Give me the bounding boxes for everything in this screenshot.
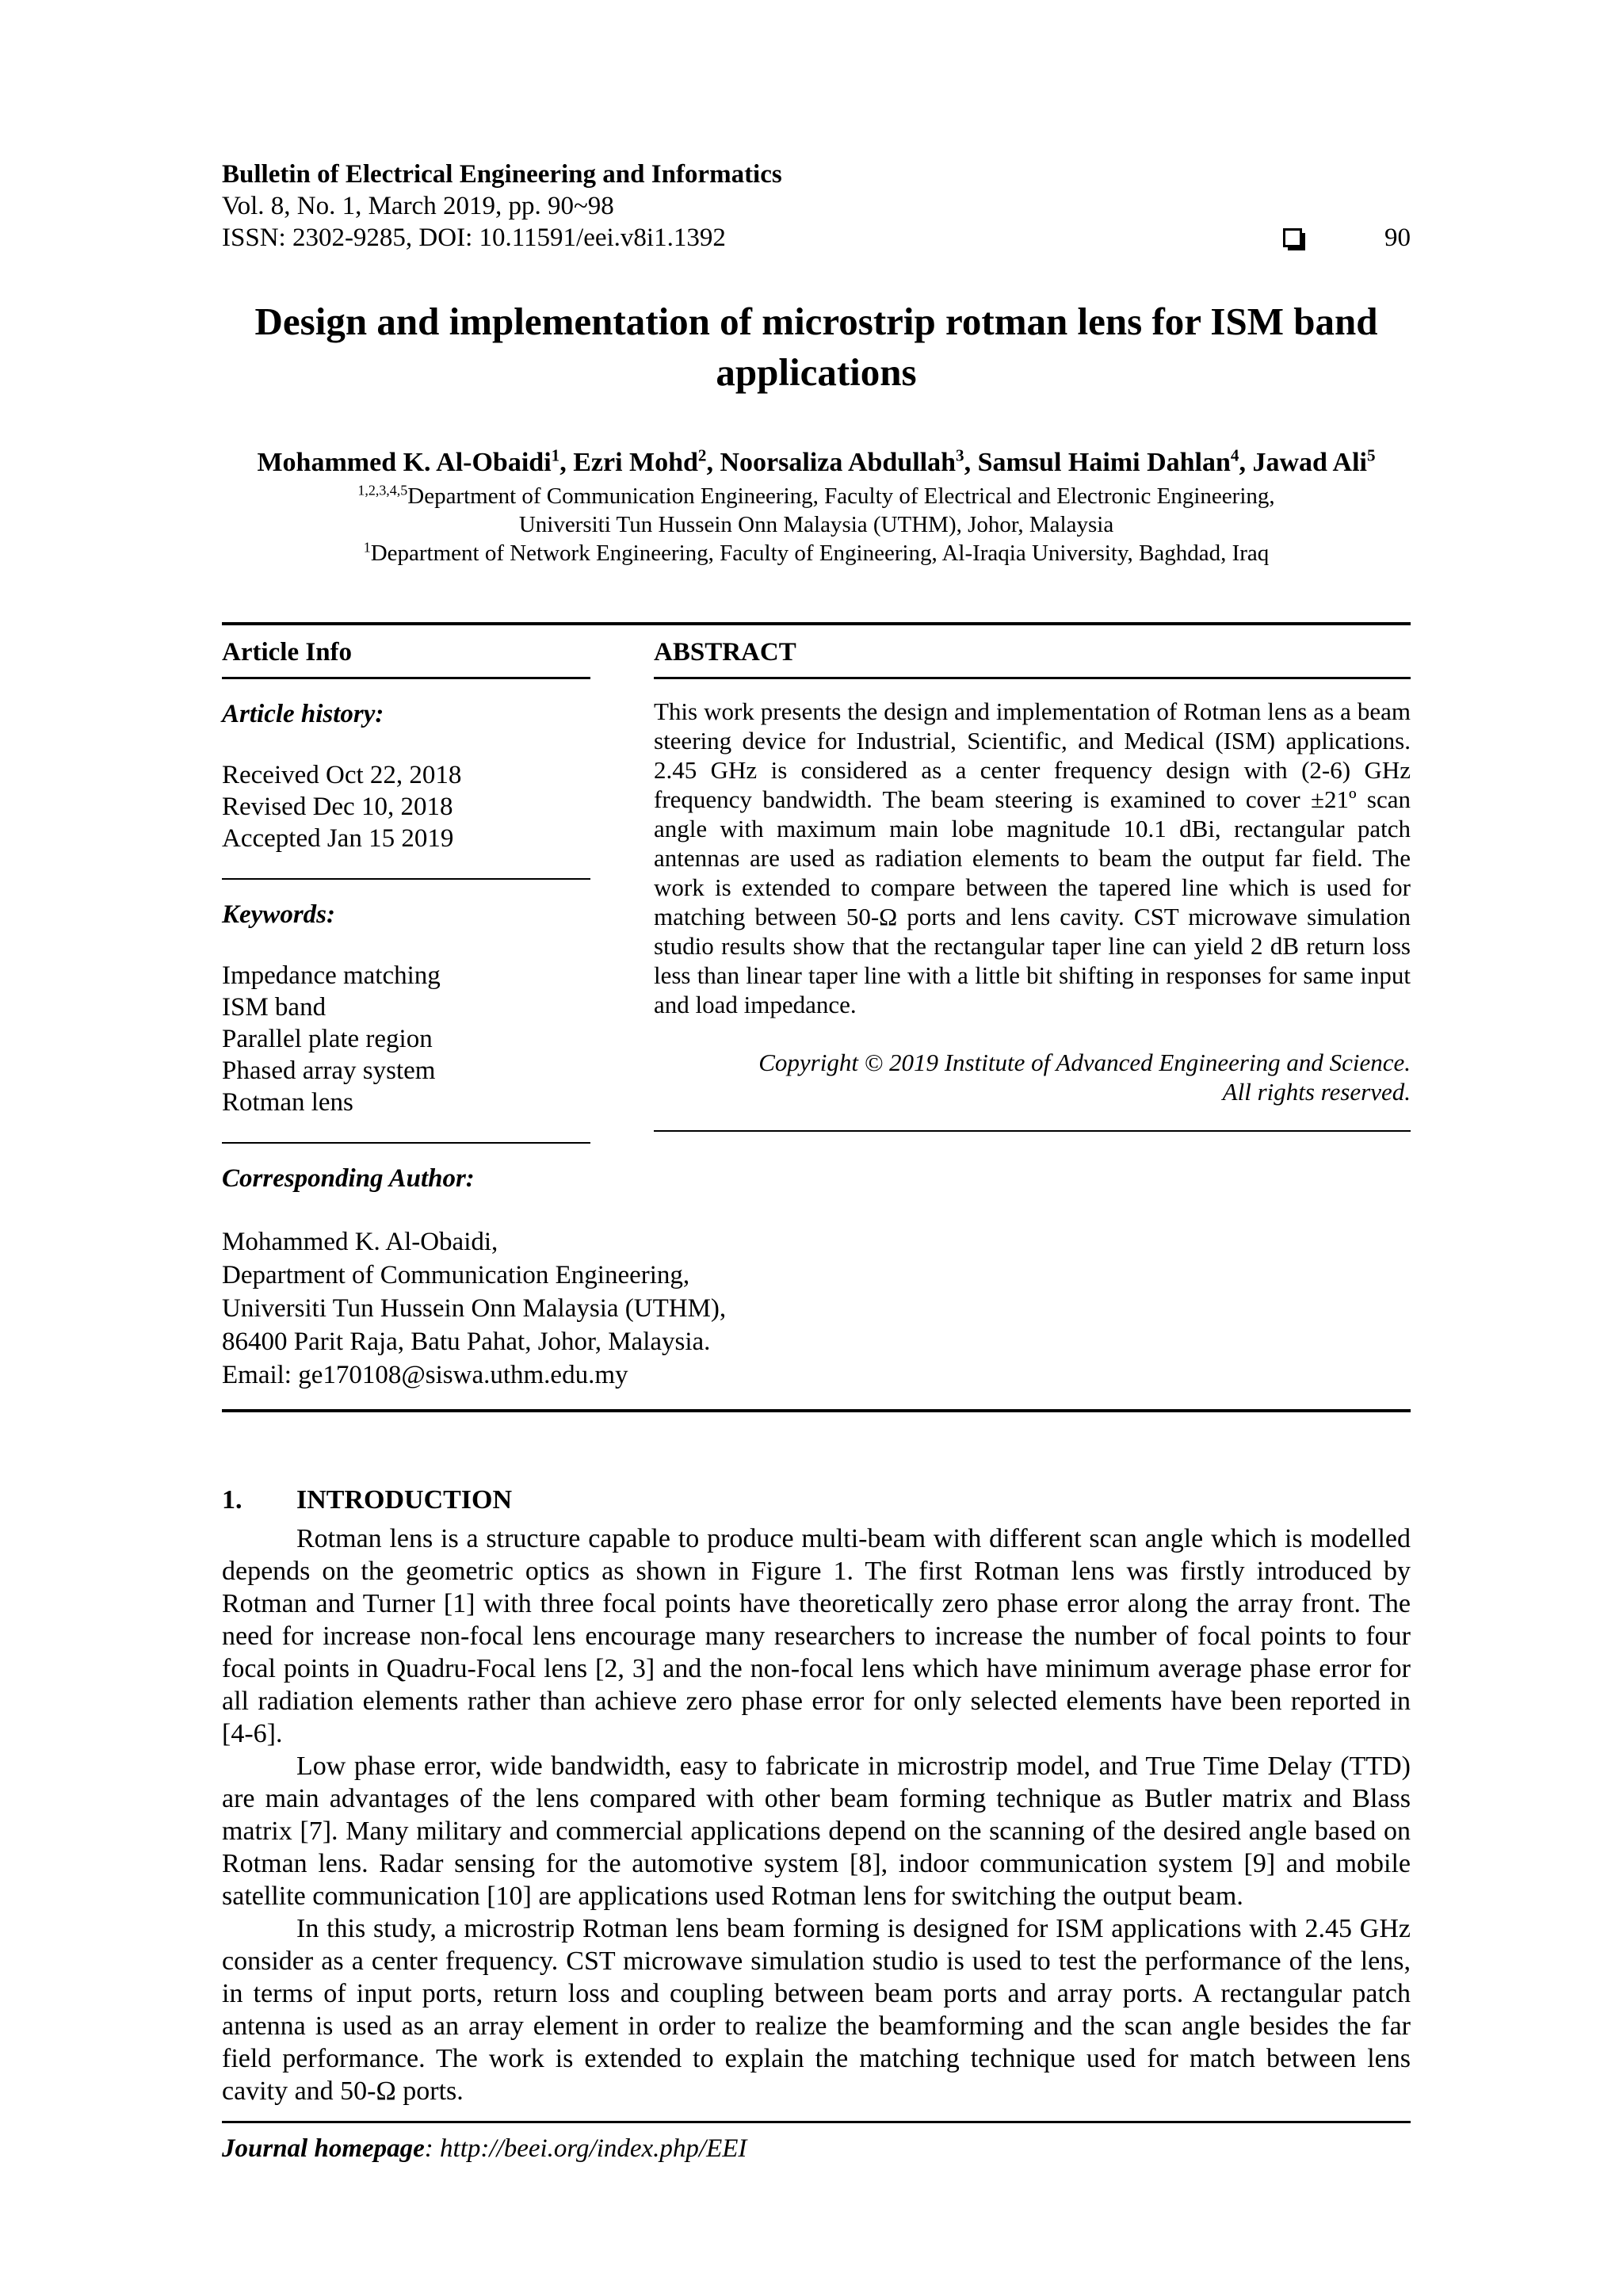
affiliation-line: $^{1,2,3,4,5}$Department of Communication Engineering, Faculty of Electrical and Electronic Engineering, xyxy=(357,482,1275,510)
abstract-heading: ABSTRACT xyxy=(654,638,1411,679)
corresponding-author-line: Mohammed K. Al-Obaidi, xyxy=(222,1228,498,1257)
corresponding-author-line: 86400 Parit Raja, Batu Pahat, Johor, Malaysia. xyxy=(222,1328,711,1357)
keyword-item: Phased array system xyxy=(222,1056,436,1086)
shadowed-square-icon xyxy=(1283,228,1302,247)
author: Mohammed K. Al-Obaidi$^1$, xyxy=(257,446,574,478)
affiliations xyxy=(222,483,1411,568)
corresponding-author-line: Universiti Tun Hussein Onn Malaysia (UTHM), xyxy=(222,1294,727,1324)
affiliation-line: Universiti Tun Hussein Onn Malaysia (UTHM), Johor, Malaysia xyxy=(518,512,1114,538)
author-affil-sup: 4 xyxy=(1230,446,1239,466)
abstract-text: This work presents the design and implementation of Rotman lens as a beam steering device for Industrial, Scientific, and Medical (ISM) applications. 2.45 GHz is considered as a center frequency design with (2-6) GHz frequency bandwidth. The beam steering is examined to cover ±21º scan angle with maximum main lobe magnitude 10.1 dBi, rectangular patch antennas are used as radiation elements to beam the output far field. The work is extended to compare between the tapered line which is used for matching between 50-Ω ports and lens cavity. CST microwave simulation studio results show that the rectangular taper line can yield 2 dB return loss less than linear taper line with a little bit shifting in responses for same input and load impedance. xyxy=(654,697,1411,1019)
author: Noorsaliza Abdullah$^3$, xyxy=(720,446,978,478)
author-affil-sup: 2 xyxy=(697,446,707,466)
affil-sup: 1,2,3,4,5 xyxy=(357,482,408,499)
article-info-heading: Article Info xyxy=(222,638,590,679)
author-affil-sup: 1 xyxy=(551,446,560,466)
section-number: 1. xyxy=(222,1485,242,1515)
history-item: Revised Dec 10, 2018 xyxy=(222,793,453,822)
author: Jawad Ali$^5$ xyxy=(1252,446,1376,478)
history-item: Accepted Jan 15 2019 xyxy=(222,824,454,854)
paragraph: In this study, a microstrip Rotman lens beam forming is designed for ISM applications with 2.45 GHz consider as a center frequency. CST microwave simulation studio is used to test the performance of the lens, in terms of input ports, return loss and coupling between beam ports and array ports. A rectangular patch antenna is used as an array element in order to realize the beamforming and the scan angle besides the far field performance. The work is extended to explain the matching technique used for match between lens cavity and 50-Ω ports. xyxy=(222,1914,1411,2107)
journal-name: Bulletin of Electrical Engineering and Informatics xyxy=(222,160,782,189)
introduction-paragraphs xyxy=(222,1522,1411,2107)
history-item: Received Oct 22, 2018 xyxy=(222,761,462,790)
article-history-label: Article history: xyxy=(222,700,384,729)
copyright-notice: Copyright © 2019 Institute of Advanced Engineering and Science. All rights reserved. xyxy=(758,1049,1411,1106)
volume-info: Vol. 8, No. 1, March 2019, pp. 90~98 xyxy=(222,192,614,220)
issn-doi: ISSN: 2302-9285, DOI: 10.11591/eei.v8i1.1392 xyxy=(222,223,726,252)
divider-rule xyxy=(222,1142,590,1144)
corresponding-author-email[interactable]: Email: ge170108@siswa.uthm.edu.my xyxy=(222,1361,628,1390)
author: Samsul Haimi Dahlan$^4$, xyxy=(977,446,1253,478)
issn-row xyxy=(222,222,1411,254)
divider-rule xyxy=(654,1130,1411,1132)
affil-sup: 1 xyxy=(363,539,371,556)
article-info-abstract-section xyxy=(222,622,1411,1412)
page-number: 90 xyxy=(1384,223,1411,252)
keyword-item: ISM band xyxy=(222,993,327,1022)
author-affil-sup: 3 xyxy=(956,446,964,466)
paragraph: Rotman lens is a structure capable to produce multi-beam with different scan angle which is modelled depends on the geometric optics as shown in Figure 1. The first Rotman lens was firstly introduced by Rotman and Turner [1] with three focal points have theoretically zero phase error along the array front. The need for increase non-focal lens encourage many researchers to increase the number of focal points to four focal points in Quadru-Focal lens [2, 3] and the non-focal lens which have minimum average phase error for all radiation elements rather than achieve zero phase error for only selected elements have been reported in [4-6]. xyxy=(222,1524,1411,1749)
keyword-item: Impedance matching xyxy=(222,961,441,991)
keywords-label: Keywords: xyxy=(222,900,335,930)
divider-rule xyxy=(222,878,590,880)
paragraph: Low phase error, wide bandwidth, easy to fabricate in microstrip model, and True Time Delay (TTD) are main advantages of the lens compared with other beam forming technique as Butler matrix and Blass matrix [7]. Many military and commercial applications depend on the scanning of the desired angle based on Rotman lens. Radar sensing for the automotive system [8], indoor communication system [9] and mobile satellite communication [10] are applications used Rotman lens for switching the output beam. xyxy=(222,1752,1411,1912)
corresponding-author-block xyxy=(222,1225,727,1392)
paper-title: Design and implementation of microstrip rotman lens for ISM band applications xyxy=(254,300,1378,394)
journal-homepage-label: Journal homepage xyxy=(222,2134,425,2163)
author: Ezri Mohd$^2$, xyxy=(573,446,720,478)
article-history-list xyxy=(222,759,590,854)
introduction-heading xyxy=(222,1484,1411,1516)
journal-homepage-link[interactable]: http://beei.org/index.php/EEI xyxy=(440,2134,747,2163)
introduction-section xyxy=(222,1484,1411,2107)
author-affil-sup: 5 xyxy=(1367,446,1376,466)
separator: : xyxy=(424,2134,441,2163)
keyword-item: Parallel plate region xyxy=(222,1025,433,1054)
keywords-list xyxy=(222,960,590,1118)
page-header xyxy=(222,159,1411,254)
section-title: INTRODUCTION xyxy=(296,1485,513,1515)
keyword-item: Rotman lens xyxy=(222,1088,353,1117)
corresponding-author-line: Department of Communication Engineering, xyxy=(222,1261,690,1290)
affiliation-line: $^1$Department of Network Engineering, Faculty of Engineering, Al-Iraqia University, Baghdad, Iraq xyxy=(363,539,1270,567)
authors-line xyxy=(222,448,1411,478)
page-footer xyxy=(222,2121,1411,2164)
corresponding-author-label: Corresponding Author: xyxy=(222,1164,475,1194)
abstract-column xyxy=(654,638,1411,1392)
section-bottom-rule xyxy=(222,1409,1411,1412)
